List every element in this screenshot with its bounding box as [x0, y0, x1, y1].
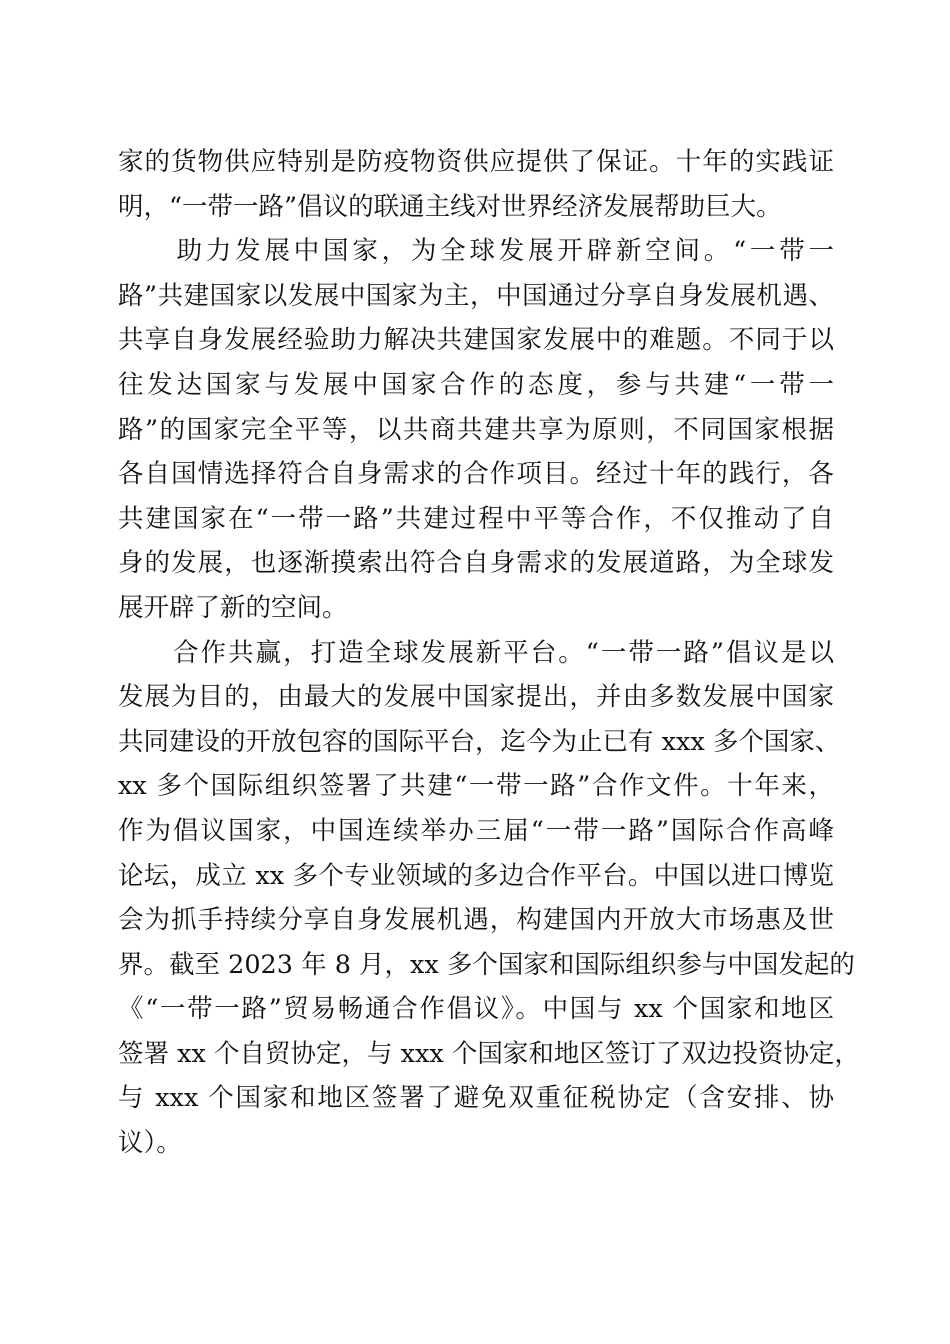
text-line: 身的发展，也逐渐摸索出符合自身需求的发展道路，为全球发 — [118, 548, 834, 579]
text-line: 明，“一带一路”倡议的联通主线对世界经济发展帮助巨大。 — [118, 191, 782, 222]
paragraph-2 — [118, 229, 834, 630]
text-line: 路”共建国家以发展中国家为主，中国通过分享自身发展机遇、 — [118, 280, 834, 311]
document-body — [118, 140, 860, 1166]
text-line: 助力发展中国家，为全球发展开辟新空间。“一带一 — [118, 236, 834, 267]
text-line: 《“一带一路”贸易畅通合作倡议》。中国与 xx 个国家和地区 — [118, 994, 834, 1025]
text-line: 与 xxx 个国家和地区签署了避免双重征税协定（含安排、协 — [118, 1083, 834, 1114]
text-line: 路”的国家完全平等，以共商共建共享为原则，不同国家根据 — [118, 414, 834, 445]
text-line: 展开辟了新的空间。 — [118, 592, 348, 623]
text-line: 论坛，成立 xx 多个专业领域的多边合作平台。中国以进口博览 — [118, 860, 834, 891]
text-line: 共建国家在“一带一路”共建过程中平等合作，不仅推动了自 — [118, 503, 834, 534]
paragraph-3 — [118, 631, 860, 1166]
text-line: 往发达国家与发展中国家合作的态度，参与共建“一带一 — [118, 369, 834, 400]
paragraph-1 — [118, 140, 834, 229]
text-line: xx 多个国际组织签署了共建“一带一路”合作文件。十年来， — [118, 771, 834, 802]
text-line: 家的货物供应特别是防疫物资供应提供了保证。十年的实践证 — [118, 147, 834, 177]
text-line: 各自国情选择符合自身需求的合作项目。经过十年的践行，各 — [118, 459, 834, 490]
text-line: 签署 xx 个自贸协定，与 xxx 个国家和地区签订了双边投资协定， — [118, 1038, 860, 1069]
text-line: 共享自身发展经验助力解决共建国家发展中的难题。不同于以 — [118, 325, 834, 356]
text-line: 会为抓手持续分享自身发展机遇，构建国内开放大市场惠及世 — [118, 905, 834, 936]
text-line: 共同建设的开放包容的国际平台，迄今为止已有 xxx 多个国家、 — [118, 726, 841, 757]
text-line: 议）。 — [118, 1128, 182, 1159]
text-line: 界。截至 2023 年 8 月，xx 多个国家和国际组织参与中国发起的 — [118, 949, 855, 980]
text-line: 作为倡议国家，中国连续举办三届“一带一路”国际合作高峰 — [118, 815, 834, 846]
text-line: 发展为目的，由最大的发展中国家提出，并由多数发展中国家 — [118, 682, 834, 713]
text-line: 合作共赢，打造全球发展新平台。“一带一路”倡议是以 — [118, 637, 834, 668]
